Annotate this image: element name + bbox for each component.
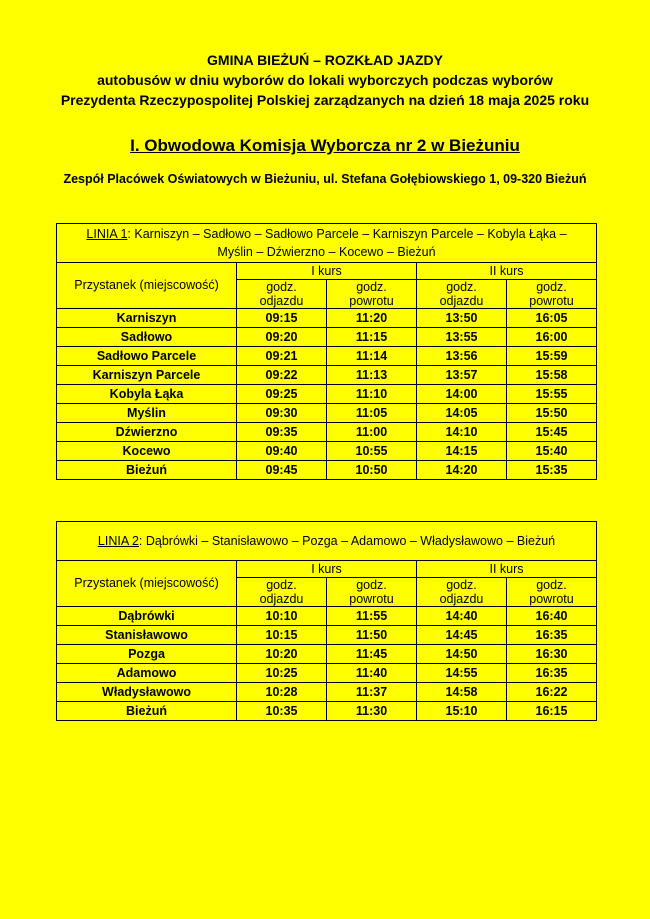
line-1-route-part-2: Myślin – Dźwierzno – Kocewo – Bieżuń [217, 245, 436, 259]
return-time-1: 11:50 [327, 626, 417, 645]
return-time-2: 15:45 [507, 423, 597, 442]
return-time-1: 11:55 [327, 607, 417, 626]
return-time-1: 10:50 [327, 461, 417, 480]
return-time-1: 11:15 [327, 328, 417, 347]
table-row [57, 683, 597, 702]
departure-header: godz. odjazdu [237, 280, 327, 309]
departure-time-2: 13:57 [417, 366, 507, 385]
return-time-1: 11:00 [327, 423, 417, 442]
document-header [0, 50, 650, 110]
stop-name: Sadłowo [57, 328, 237, 347]
return-time-2: 16:05 [507, 309, 597, 328]
return-time-2: 16:35 [507, 626, 597, 645]
table-row [57, 607, 597, 626]
departure-time-1: 10:35 [237, 702, 327, 721]
return-time-1: 11:37 [327, 683, 417, 702]
timetable-line-1 [56, 223, 597, 480]
departure-time-1: 09:21 [237, 347, 327, 366]
kurs-2-header: II kurs [417, 561, 597, 578]
return-time-1: 11:10 [327, 385, 417, 404]
stop-name: Władysławowo [57, 683, 237, 702]
table-row [57, 442, 597, 461]
table-row [57, 664, 597, 683]
stop-name: Stanisławowo [57, 626, 237, 645]
return-time-2: 16:15 [507, 702, 597, 721]
stop-name: Kobyla Łąka [57, 385, 237, 404]
return-header: godz. powrotu [327, 578, 417, 607]
table-row [57, 645, 597, 664]
return-time-2: 15:35 [507, 461, 597, 480]
departure-time-1: 09:35 [237, 423, 327, 442]
return-time-2: 15:55 [507, 385, 597, 404]
departure-time-2: 14:45 [417, 626, 507, 645]
departure-time-1: 10:20 [237, 645, 327, 664]
stop-name: Dźwierzno [57, 423, 237, 442]
table-row [57, 702, 597, 721]
table-row [57, 626, 597, 645]
departure-time-2: 14:15 [417, 442, 507, 461]
departure-time-2: 14:40 [417, 607, 507, 626]
departure-time-1: 09:45 [237, 461, 327, 480]
line-2-rows [57, 607, 597, 721]
departure-header: godz. odjazdu [417, 578, 507, 607]
departure-time-2: 14:55 [417, 664, 507, 683]
departure-time-1: 09:20 [237, 328, 327, 347]
return-time-1: 11:20 [327, 309, 417, 328]
return-time-2: 16:30 [507, 645, 597, 664]
departure-time-2: 14:20 [417, 461, 507, 480]
departure-time-1: 10:28 [237, 683, 327, 702]
stop-name: Karniszyn [57, 309, 237, 328]
departure-time-2: 15:10 [417, 702, 507, 721]
line-2-route-part-1: : Dąbrówki – Stanisławowo – Pozga – Adamowo – Władysławowo – Bieżuń [138, 534, 556, 548]
line-1-route-part-1: : Karniszyn – Sadłowo – Sadłowo Parcele – Karniszyn Parcele – Kobyla Łąka – [127, 227, 567, 241]
kurs-2-header: II kurs [417, 263, 597, 280]
table-row [57, 347, 597, 366]
departure-time-2: 14:10 [417, 423, 507, 442]
kurs-1-header: I kurs [237, 561, 417, 578]
return-time-2: 15:40 [507, 442, 597, 461]
line-2-name: LINIA 2 [97, 534, 139, 548]
table-row [57, 328, 597, 347]
departure-time-2: 14:05 [417, 404, 507, 423]
line-2-route [57, 522, 597, 561]
departure-time-1: 10:25 [237, 664, 327, 683]
departure-time-1: 09:40 [237, 442, 327, 461]
departure-time-1: 09:22 [237, 366, 327, 385]
departure-time-1: 10:10 [237, 607, 327, 626]
stop-name: Karniszyn Parcele [57, 366, 237, 385]
return-header: godz. powrotu [507, 280, 597, 309]
header-title: GMINA BIEŻUŃ – ROZKŁAD JAZDY [207, 52, 443, 68]
stop-name: Kocewo [57, 442, 237, 461]
departure-time-1: 09:30 [237, 404, 327, 423]
return-time-1: 11:30 [327, 702, 417, 721]
return-time-2: 16:35 [507, 664, 597, 683]
stop-name: Bieżuń [57, 461, 237, 480]
stop-name: Adamowo [57, 664, 237, 683]
header-line-3: Prezydenta Rzeczypospolitej Polskiej zarządzanych na dzień 18 maja 2025 roku [60, 92, 590, 108]
departure-time-1: 09:25 [237, 385, 327, 404]
table-row [57, 461, 597, 480]
kurs-1-header: I kurs [237, 263, 417, 280]
return-time-2: 15:50 [507, 404, 597, 423]
departure-header: godz. odjazdu [237, 578, 327, 607]
stop-name: Pozga [57, 645, 237, 664]
table-row [57, 423, 597, 442]
line-1-name: LINIA 1 [86, 227, 128, 241]
return-header: godz. powrotu [327, 280, 417, 309]
table-row [57, 366, 597, 385]
return-time-1: 10:55 [327, 442, 417, 461]
departure-time-2: 14:58 [417, 683, 507, 702]
table-row [57, 385, 597, 404]
return-time-2: 15:59 [507, 347, 597, 366]
return-time-2: 16:22 [507, 683, 597, 702]
commission-title: I. Obwodowa Komisja Wyborcza nr 2 w Bieżuniu [130, 136, 520, 155]
stop-name: Dąbrówki [57, 607, 237, 626]
departure-time-2: 13:55 [417, 328, 507, 347]
departure-time-2: 13:56 [417, 347, 507, 366]
stop-name: Sadłowo Parcele [57, 347, 237, 366]
departure-time-1: 10:15 [237, 626, 327, 645]
departure-time-2: 14:00 [417, 385, 507, 404]
table-row [57, 404, 597, 423]
line-1-route [57, 224, 597, 263]
commission-address: Zespół Placówek Oświatowych w Bieżuniu, ul. Stefana Gołębiowskiego 1, 09-320 Bieżuń [63, 172, 587, 186]
return-time-2: 16:00 [507, 328, 597, 347]
header-line-2: autobusów w dniu wyborów do lokali wyborczych podczas wyborów [97, 72, 553, 88]
stop-column-header: Przystanek (miejscowość) [57, 561, 237, 607]
line-1-rows [57, 309, 597, 480]
return-time-1: 11:40 [327, 664, 417, 683]
return-time-2: 16:40 [507, 607, 597, 626]
stop-column-header: Przystanek (miejscowość) [57, 263, 237, 309]
departure-time-2: 13:50 [417, 309, 507, 328]
return-header: godz. powrotu [507, 578, 597, 607]
return-time-1: 11:05 [327, 404, 417, 423]
return-time-1: 11:14 [327, 347, 417, 366]
return-time-1: 11:45 [327, 645, 417, 664]
return-time-2: 15:58 [507, 366, 597, 385]
departure-time-2: 14:50 [417, 645, 507, 664]
timetable-line-2 [56, 521, 597, 721]
stop-name: Bieżuń [57, 702, 237, 721]
departure-header: godz. odjazdu [417, 280, 507, 309]
departure-time-1: 09:15 [237, 309, 327, 328]
table-row [57, 309, 597, 328]
return-time-1: 11:13 [327, 366, 417, 385]
stop-name: Myślin [57, 404, 237, 423]
